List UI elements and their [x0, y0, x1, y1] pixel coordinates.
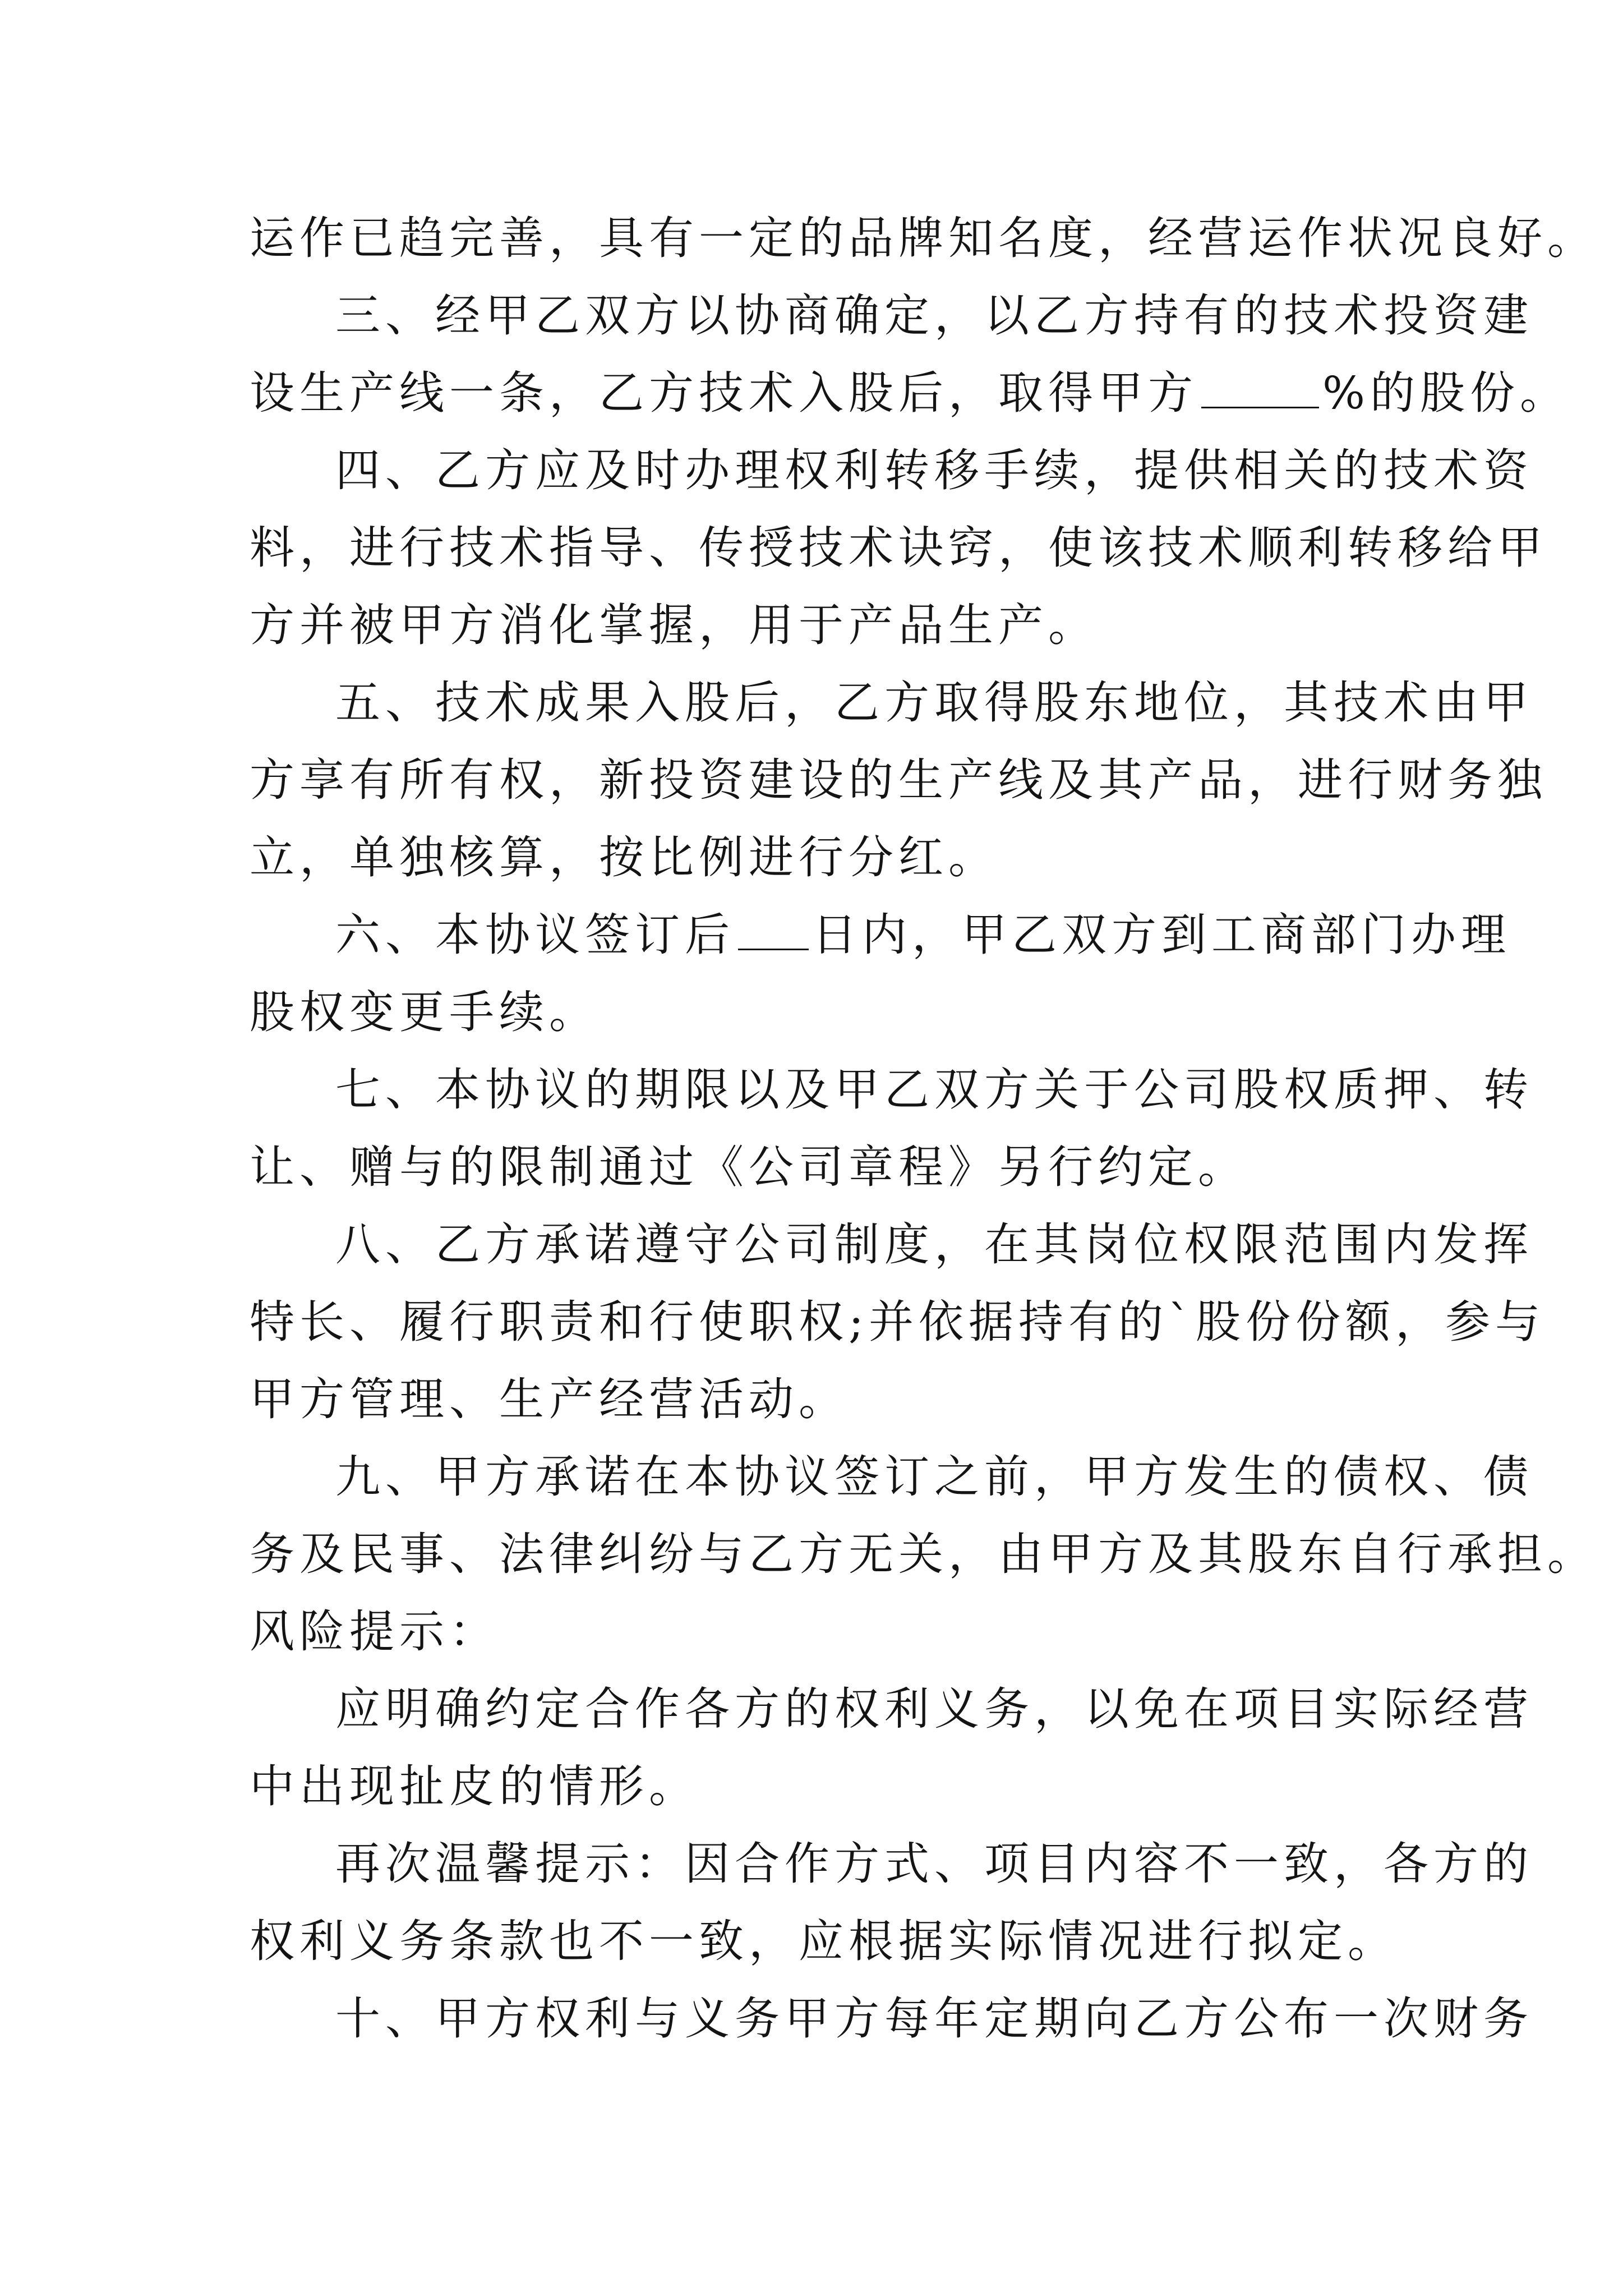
line-text: 风险提示： [250, 1605, 499, 1658]
line-text: 四、乙方应及时办理权利转移手续，提供相关的技术资 [335, 444, 1533, 496]
risk-notice-line-1 [335, 1670, 1533, 1749]
line-text: 立，单独核算，按比例进行分红。 [250, 831, 998, 884]
line-text: 方并被甲方消化掌握，用于产品生产。 [250, 599, 1098, 651]
reminder-line-2 [250, 1902, 1398, 1981]
line-text: 日内，甲乙双方到工商部门办理 [812, 909, 1511, 961]
line-text: 八、乙方承诺遵守公司制度，在其岗位权限范围内发挥 [335, 1218, 1533, 1271]
clause-9-line-1 [335, 1438, 1533, 1516]
clause-3-line-1 [335, 277, 1533, 355]
clause-8-line-3 [250, 1360, 1394, 1439]
line-text: 应明确约定合作各方的权利义务，以免在项目实际经营 [335, 1683, 1533, 1735]
line-text: 九、甲方承诺在本协议签订之前，甲方发生的债权、债 [335, 1451, 1533, 1503]
clause-10-line-1 [335, 1980, 1533, 2058]
paragraph-line-1 [250, 199, 1597, 278]
clause-8-line-2 [250, 1283, 1545, 1361]
line-text: 三、经甲乙双方以协商确定，以乙方持有的技术投资建 [335, 289, 1533, 342]
clause-4-line-3 [250, 586, 1394, 665]
line-text: 七、本协议的期限以及甲乙双方关于公司股权质押、转 [335, 1064, 1533, 1116]
clause-5-line-1 [335, 664, 1533, 742]
line-text: 中出现扯皮的情形。 [250, 1760, 699, 1812]
line-text: 方享有所有权，新投资建设的生产线及其产品，进行财务独 [250, 754, 1547, 806]
clause-5-line-3 [250, 818, 1394, 897]
clause-9-line-2 [250, 1515, 1597, 1594]
line-text: 股权变更手续。 [250, 986, 599, 1038]
line-text: 特长、履行职责和行使职权;并依据持有的`股份份额，参与 [250, 1296, 1545, 1348]
line-text: 十、甲方权利与义务甲方每年定期向乙方公布一次财务 [335, 1993, 1533, 2045]
days-blank [738, 908, 809, 950]
clause-6-line-1 [335, 896, 1511, 974]
clause-6-line-2 [250, 973, 1394, 1052]
line-text: 运作已趋完善，具有一定的品牌知名度，经营运作状况良好。 [250, 212, 1597, 264]
line-text: 再次温馨提示：因合作方式、项目内容不一致，各方的 [335, 1838, 1533, 1890]
clause-7-line-2 [250, 1128, 1394, 1207]
percentage-blank [1201, 366, 1319, 408]
clause-3-line-2 [250, 354, 1570, 432]
risk-notice-line-2 [250, 1747, 1394, 1826]
reminder-line-1 [335, 1825, 1533, 1903]
clause-7-line-1 [335, 1051, 1533, 1129]
line-text: 务及民事、法律纠纷与乙方无关，由甲方及其股东自行承担。 [250, 1528, 1597, 1580]
line-text: 设生产线一条，乙方技术入股后，取得甲方 [250, 367, 1198, 419]
line-text: 甲方管理、生产经营活动。 [250, 1373, 849, 1425]
line-text: 六、本协议签订后 [335, 909, 735, 961]
line-text: 让、赠与的限制通过《公司章程》另行约定。 [250, 1141, 1248, 1193]
risk-notice-heading [250, 1593, 1394, 1671]
clause-4-line-1 [335, 431, 1533, 510]
clause-4-line-2 [250, 509, 1547, 587]
line-text: 权利义务条款也不一致，应根据实际情况进行拟定。 [250, 1915, 1398, 1967]
clause-8-line-1 [335, 1205, 1533, 1284]
line-text: %的股份。 [1322, 367, 1570, 419]
line-text: 料，进行技术指导、传授技术诀窍，使该技术顺利转移给甲 [250, 522, 1547, 574]
clause-5-line-2 [250, 741, 1547, 820]
line-text: 五、技术成果入股后，乙方取得股东地位，其技术由甲 [335, 677, 1533, 729]
